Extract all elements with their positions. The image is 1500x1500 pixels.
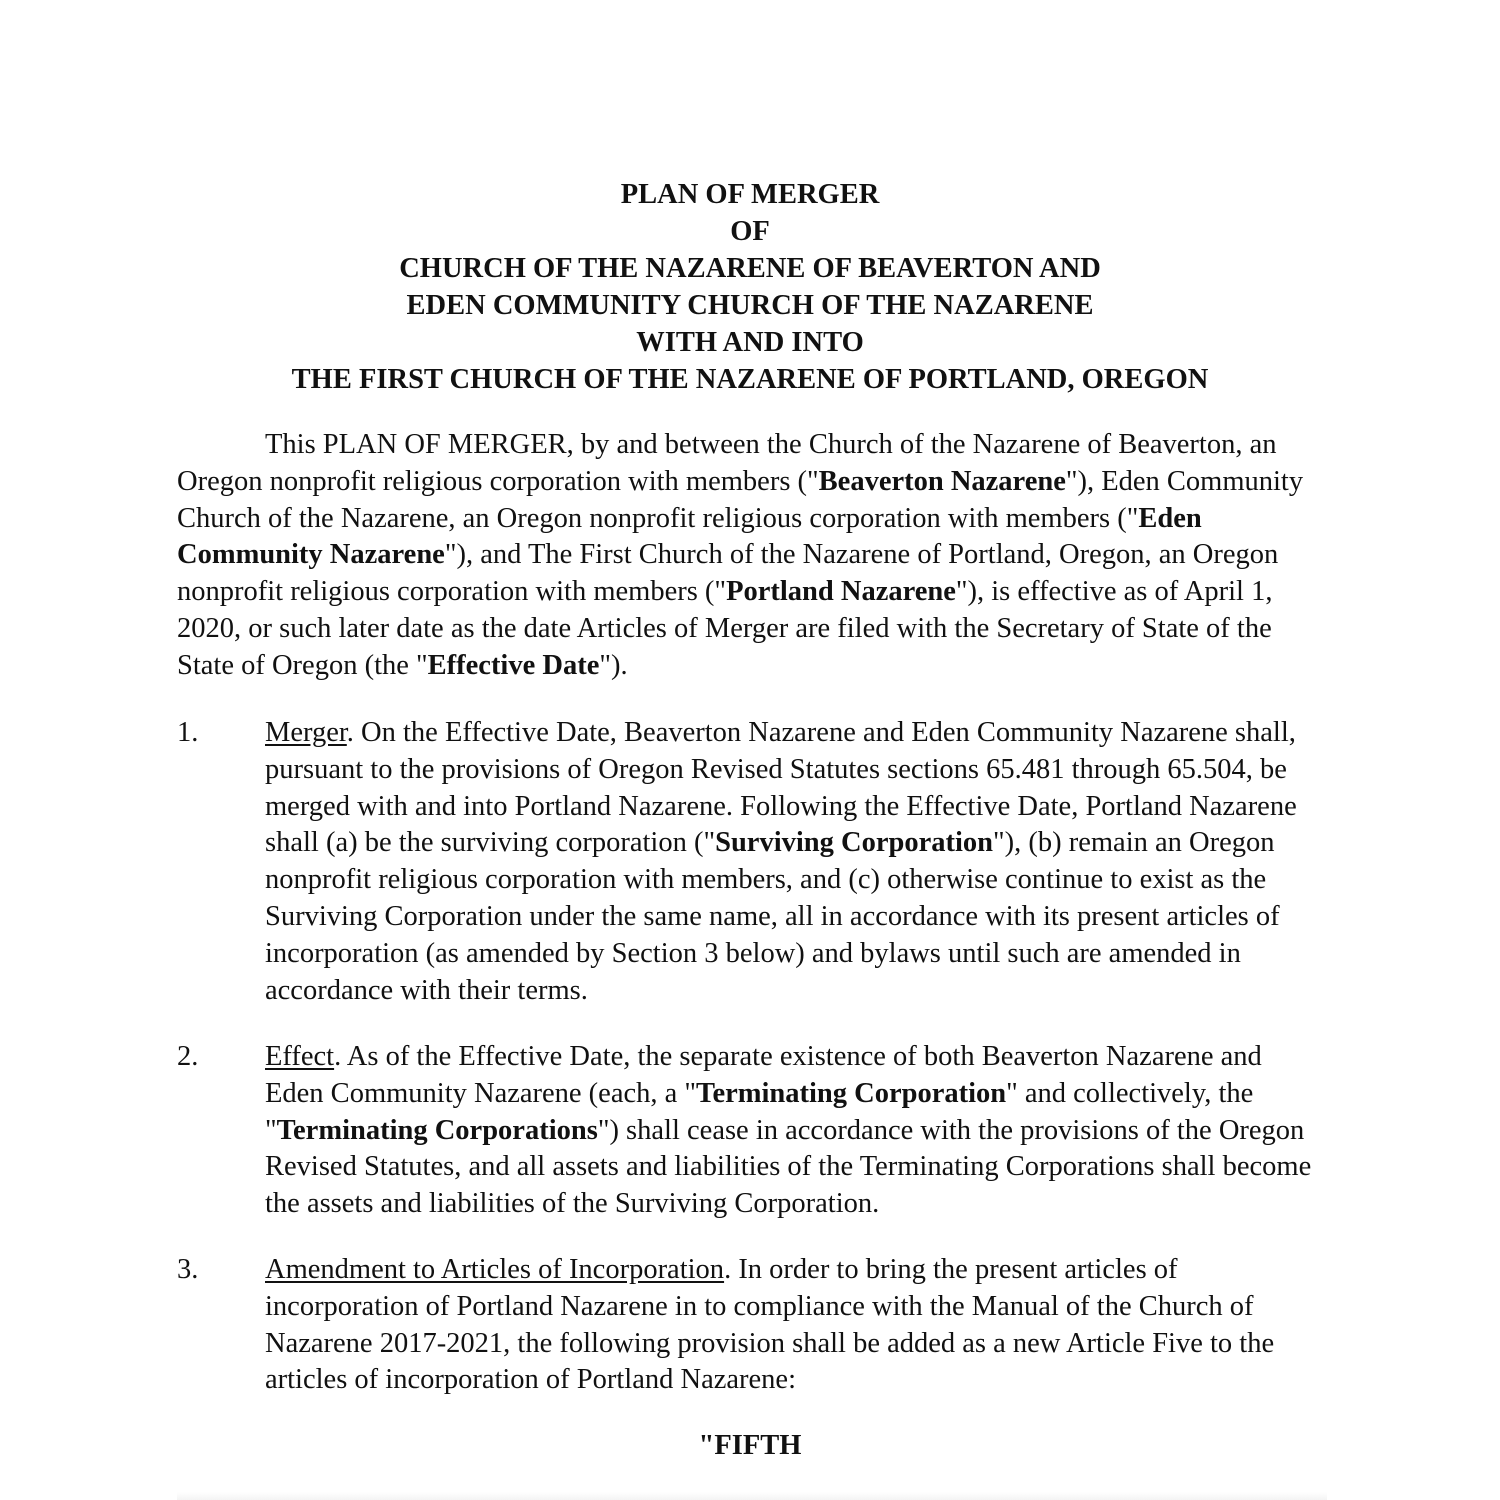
section-text: "), (b) remain an Oregon nonprofit religious corporation with members, and (c) otherwise continue to exist as the Surviving Corporation under the same name, all in accordance with its present articles of incorporation (as amended by Section 3 below) and bylaws until such are amended in accordance with their terms.: [265, 827, 1280, 1006]
title-line: CHURCH OF THE NAZARENE OF BEAVERTON AND: [399, 253, 1101, 284]
section-body: [265, 1039, 1325, 1223]
section-text: " and collectively, the ": [265, 1077, 1254, 1146]
section-body: [265, 1252, 1325, 1399]
section-heading: Merger: [265, 717, 347, 748]
page-cutoff-divider: [177, 1492, 1327, 1500]
section-heading: Amendment to Articles of Incorporation: [265, 1254, 725, 1285]
section-body: [265, 715, 1325, 1009]
section-number: 3.: [177, 1254, 199, 1285]
defined-term-beaverton: Beaverton Nazarene: [818, 465, 1066, 497]
section-text: . As of the Effective Date, the separate existence of both Beaverton Nazarene and Eden Community Nazarene (each, a ": [265, 1041, 1262, 1109]
intro-text: "), and The First Church of the Nazarene of Portland, Oregon, an Oregon nonprofit religious corporation with members (": [177, 539, 1279, 608]
intro-text: "), Eden Community Church of the Nazarene, an Oregon nonprofit religious corporation with members (": [177, 465, 1304, 534]
document-title: [0, 176, 1500, 398]
title-line: PLAN OF MERGER: [620, 179, 880, 210]
title-line: WITH AND INTO: [636, 327, 864, 358]
intro-text: "), is effective as of April 1, 2020, or such later date as the date Articles of Merger are filed with the Secretary of State of the State of Oregon (the ": [177, 576, 1273, 681]
section-text: ") shall cease in accordance with the provisions of the Oregon Revised Statutes, and all assets and liabilities of the Terminating Corporations shall become the assets and liabilities of the Surviving Corporation.: [265, 1114, 1312, 1220]
article-fifth-heading: "FIFTH: [698, 1430, 802, 1461]
defined-term-terminating: Terminating Corporation: [696, 1077, 1007, 1109]
intro-text: ").: [599, 649, 628, 681]
section-number: 2.: [177, 1041, 199, 1072]
section-number: 1.: [177, 717, 199, 748]
section-text: . In order to bring the present articles of incorporation of Portland Nazarene in to compliance with the Manual of the Church of Nazarene 2017-2021, the following provision shall be added as a new Article Five to the articles of incorporation of Portland Nazarene:: [265, 1254, 1275, 1396]
intro-text: This PLAN OF MERGER, by and between the Church of the Nazarene of Beaverton, an Oregon nonprofit religious corporation with members (": [177, 429, 1277, 497]
defined-term-eden: Eden Community Nazarene: [177, 502, 1202, 571]
defined-term-surviving: Surviving Corporation: [715, 827, 993, 859]
defined-term-portland: Portland Nazarene: [726, 576, 956, 608]
title-line: EDEN COMMUNITY CHURCH OF THE NAZARENE: [406, 290, 1094, 321]
section-text: . On the Effective Date, Beaverton Nazarene and Eden Community Nazarene shall, pursuant to the provisions of Oregon Revised Statutes sections 65.481 through 65.504, be merged with and into Portland Nazarene. Following the Effective Date, Portland Nazarene shall (a) be the surviving corporation (": [265, 717, 1297, 859]
title-line: OF: [730, 216, 770, 247]
section-heading: Effect: [265, 1041, 335, 1072]
intro-paragraph: [177, 427, 1327, 685]
defined-term-terminating-plural: Terminating Corporations: [276, 1114, 598, 1146]
title-line: THE FIRST CHURCH OF THE NAZARENE OF PORTLAND, OREGON: [291, 364, 1209, 395]
defined-term-effective-date: Effective Date: [427, 649, 600, 681]
